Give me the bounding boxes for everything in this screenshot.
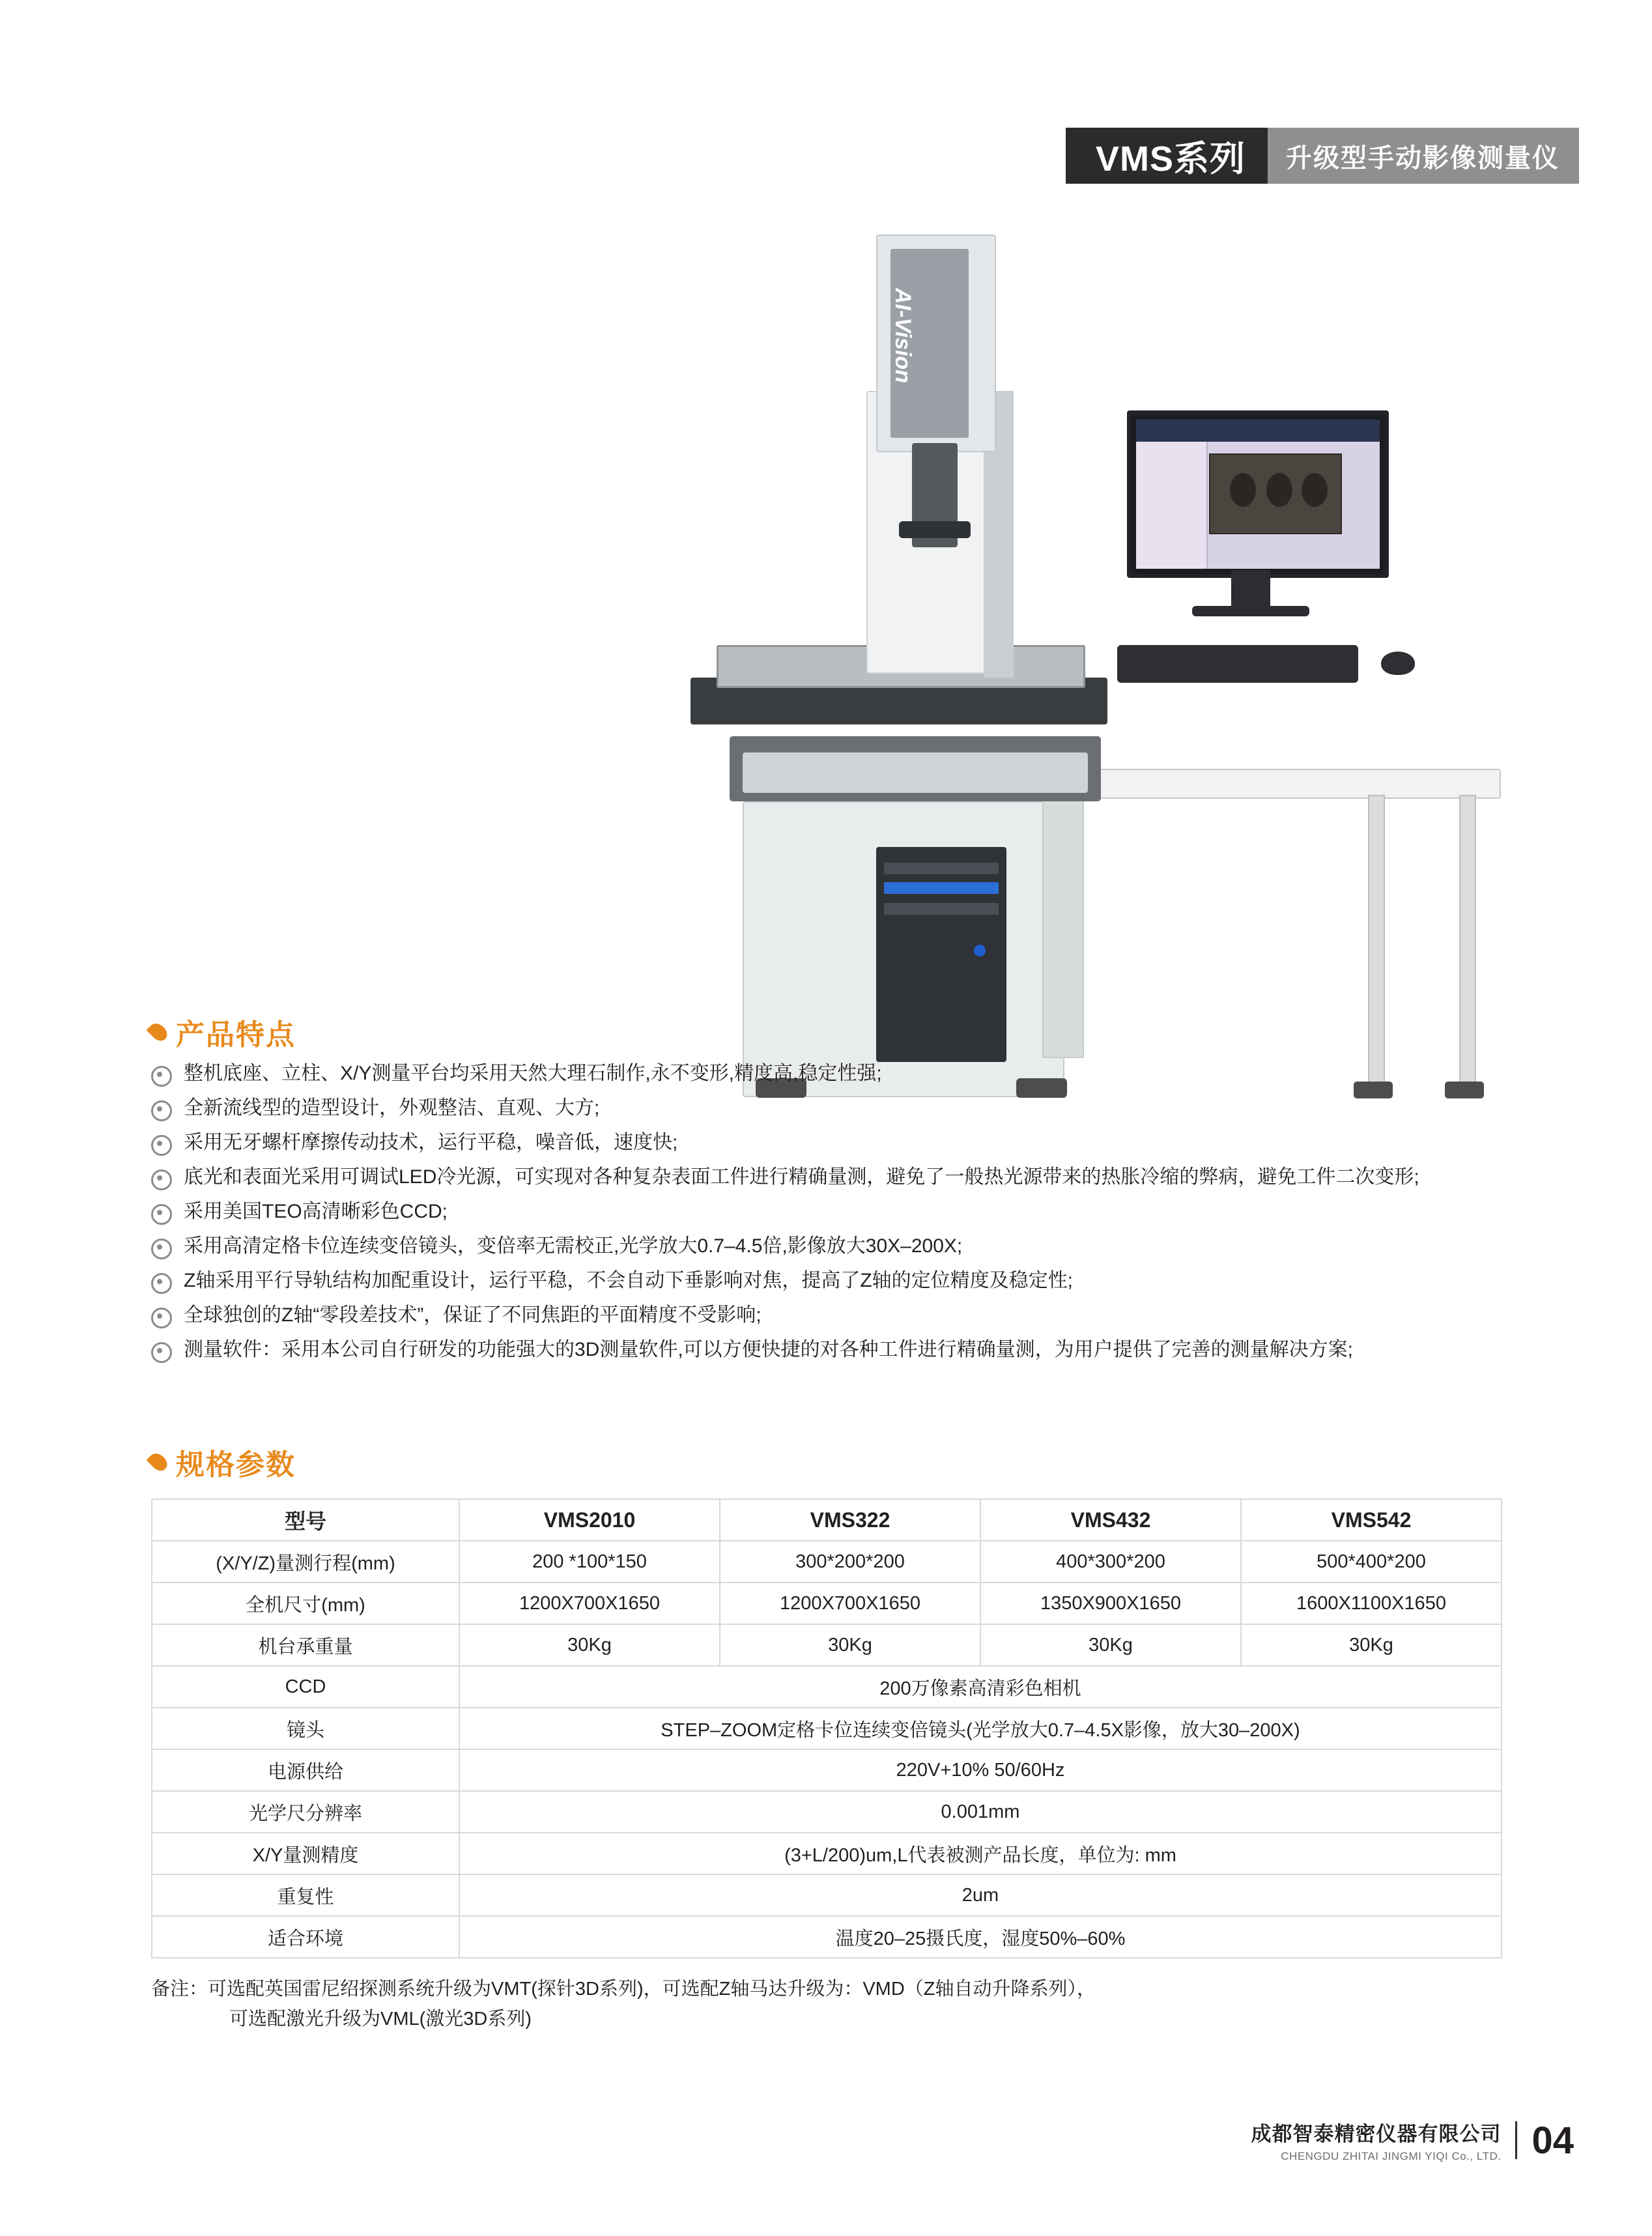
- list-item: [151, 1130, 1584, 1156]
- feature-text: 采用高清定格卡位连续变倍镜头，变倍率无需校正,光学放大0.7–4.5倍,影像放大30X–200X;: [184, 1235, 963, 1257]
- row-cell: 30Kg: [1241, 1624, 1502, 1666]
- list-item: [151, 1199, 1584, 1225]
- brand-label: AI-Vision: [890, 288, 915, 384]
- bullet-icon: [151, 1135, 172, 1156]
- spec-note-line-1: 备注：可选配英国雷尼绍探测系统升级为VMT(探针3D系列)，可选配Z轴马达升级为：VMD（Z轴自动升降系列），: [151, 1979, 1096, 2000]
- desk-leg-right: [1459, 795, 1476, 1091]
- machine-base-front-panel: [743, 752, 1088, 793]
- row-cell: 1350X900X1650: [980, 1583, 1241, 1624]
- optical-head-body: [890, 249, 969, 438]
- footer-company-en: CHENGDU ZHITAI JINGMI YIQI Co., LTD.: [1281, 2150, 1502, 2162]
- footer-divider: [1515, 2121, 1517, 2159]
- list-item: [151, 1268, 1584, 1294]
- droplet-icon: [147, 1450, 171, 1474]
- row-cell: 1200X700X1650: [720, 1583, 980, 1624]
- software-live-view: [1209, 453, 1342, 534]
- bullet-icon: [151, 1169, 172, 1190]
- machine-cabinet-side: [1042, 782, 1084, 1058]
- row-cell: 30Kg: [459, 1624, 720, 1666]
- list-item: [151, 1233, 1584, 1259]
- bullet-icon: [151, 1239, 172, 1259]
- table-header-cell: 型号: [152, 1499, 459, 1541]
- spec-table: [151, 1498, 1502, 1958]
- row-label: CCD: [152, 1666, 459, 1708]
- row-cell: 300*200*200: [720, 1541, 980, 1583]
- software-toolbar: [1136, 420, 1380, 442]
- banner-subtitle-block: [1268, 128, 1579, 184]
- bullet-icon: [151, 1308, 172, 1328]
- table-header-row: [152, 1499, 1502, 1541]
- row-label: 全机尺寸(mm): [152, 1583, 459, 1624]
- list-item: [151, 1061, 1584, 1087]
- optical-head-unit: [876, 235, 996, 452]
- pc-tower: [876, 847, 1006, 1062]
- row-cell: 30Kg: [720, 1624, 980, 1666]
- list-item: [151, 1095, 1584, 1121]
- monitor: [1127, 410, 1389, 578]
- droplet-icon: [147, 1020, 171, 1044]
- pc-panel-strip: [884, 882, 999, 894]
- row-cell: 1200X700X1650: [459, 1583, 720, 1624]
- row-cell-merged: 220V+10% 50/60Hz: [459, 1749, 1502, 1791]
- bullet-icon: [151, 1342, 172, 1363]
- table-row: [152, 1916, 1502, 1958]
- table-header-cell: VMS542: [1241, 1499, 1502, 1541]
- row-label: 电源供给: [152, 1749, 459, 1791]
- table-row: [152, 1624, 1502, 1666]
- feature-text: 底光和表面光采用可调试LED冷光源，可实现对各种复杂表面工件进行精确量测，避免了一般热光源带来的热胀冷缩的弊病，避免工件二次变形;: [184, 1166, 1419, 1188]
- row-cell-merged: (3+L/200)um,L代表被测产品长度，单位为: mm: [459, 1833, 1502, 1874]
- pc-drive-bay-2: [884, 903, 999, 915]
- banner-series-label: VMS系列: [1095, 139, 1246, 179]
- feature-text: 测量软件：采用本公司自行研发的功能强大的3D测量软件,可以方便快捷的对各种工件进行精确量测，为用户提供了完善的测量解决方案;: [184, 1339, 1354, 1360]
- row-label: (X/Y/Z)量测行程(mm): [152, 1541, 459, 1583]
- bullet-icon: [151, 1100, 172, 1121]
- feature-text: 采用美国TEO高清晰彩色CCD;: [184, 1201, 448, 1222]
- list-item: [151, 1164, 1584, 1190]
- table-row: [152, 1541, 1502, 1583]
- table-header-cell: VMS2010: [459, 1499, 720, 1541]
- feature-text: 全球独创的Z轴“零段差技术”，保证了不同焦距的平面精度不受影响;: [184, 1304, 762, 1326]
- row-cell: 30Kg: [980, 1624, 1241, 1666]
- table-row: [152, 1874, 1502, 1916]
- pc-power-led-icon: [974, 945, 986, 956]
- row-label: 光学尺分辨率: [152, 1791, 459, 1833]
- table-header-cell: VMS432: [980, 1499, 1241, 1541]
- row-label: 重复性: [152, 1874, 459, 1916]
- row-cell: 1600X1100X1650: [1241, 1583, 1502, 1624]
- row-label: 适合环境: [152, 1916, 459, 1958]
- bullet-icon: [151, 1273, 172, 1294]
- table-row: [152, 1833, 1502, 1874]
- list-item: [151, 1337, 1584, 1363]
- row-cell-merged: 温度20–25摄氏度，湿度50%–60%: [459, 1916, 1502, 1958]
- keyboard: [1117, 645, 1358, 683]
- feature-text: 整机底座、立柱、X/Y测量平台均采用天然大理石制作,永不变形,精度高,稳定性强;: [184, 1063, 882, 1084]
- feature-text: 全新流线型的造型设计，外观整洁、直观、大方;: [184, 1097, 600, 1119]
- features-title: 产品特点: [176, 1019, 296, 1051]
- live-view-feature-3: [1302, 473, 1328, 507]
- list-item: [151, 1302, 1584, 1328]
- live-view-feature-1: [1230, 473, 1256, 507]
- row-cell: 500*400*200: [1241, 1541, 1502, 1583]
- desk-leg-left: [1368, 795, 1385, 1091]
- spec-section-heading: [151, 1441, 296, 1483]
- bullet-icon: [151, 1204, 172, 1225]
- footer: [1251, 2117, 1574, 2163]
- footer-company: [1251, 2117, 1501, 2163]
- table-row: [152, 1791, 1502, 1833]
- table-row: [152, 1583, 1502, 1624]
- product-photo: [326, 195, 1342, 971]
- features-list: [151, 1061, 1584, 1371]
- pc-drive-bay: [884, 863, 999, 874]
- features-section-heading: [151, 1011, 296, 1053]
- row-cell-merged: 2um: [459, 1874, 1502, 1916]
- spec-note: [151, 1974, 1584, 2034]
- monitor-screen: [1136, 420, 1380, 569]
- row-cell-merged: 0.001mm: [459, 1791, 1502, 1833]
- feature-text: 采用无牙螺杆摩擦传动技术，运行平稳，噪音低，速度快;: [184, 1132, 678, 1153]
- header-banner: [1066, 128, 1579, 184]
- lens-ring: [899, 521, 971, 538]
- footer-company-cn: 成都智泰精密仪器有限公司: [1251, 2123, 1502, 2145]
- spec-title: 规格参数: [176, 1449, 296, 1481]
- page-number: 04: [1531, 2119, 1574, 2162]
- row-cell-merged: 200万像素高清彩色相机: [459, 1666, 1502, 1708]
- spec-note-line-2: 可选配激光升级为VML(激光3D系列): [229, 2009, 532, 2029]
- bullet-icon: [151, 1066, 172, 1087]
- table-row: [152, 1749, 1502, 1791]
- row-label: 机台承重量: [152, 1624, 459, 1666]
- spec-table-wrapper: [151, 1498, 1501, 1958]
- row-cell: 200 *100*150: [459, 1541, 720, 1583]
- monitor-stand: [1231, 570, 1270, 609]
- row-label: 镜头: [152, 1708, 459, 1749]
- banner-series-block: [1066, 128, 1268, 184]
- monitor-base: [1192, 606, 1309, 616]
- row-cell: 400*300*200: [980, 1541, 1241, 1583]
- live-view-feature-2: [1266, 473, 1292, 507]
- table-row: [152, 1708, 1502, 1749]
- table-row: [152, 1666, 1502, 1708]
- banner-subtitle-label: 升级型手动影像测量仪: [1286, 143, 1559, 173]
- software-sidebar: [1136, 442, 1208, 569]
- row-label: X/Y量测精度: [152, 1833, 459, 1874]
- table-header-cell: VMS322: [720, 1499, 980, 1541]
- mouse: [1381, 652, 1415, 675]
- feature-text: Z轴采用平行导轨结构加配重设计，运行平稳，不会自动下垂影响对焦，提高了Z轴的定位精度及稳定性;: [184, 1270, 1073, 1291]
- row-cell-merged: STEP–ZOOM定格卡位连续变倍镜头(光学放大0.7–4.5X影像，放大30–200X): [459, 1708, 1502, 1749]
